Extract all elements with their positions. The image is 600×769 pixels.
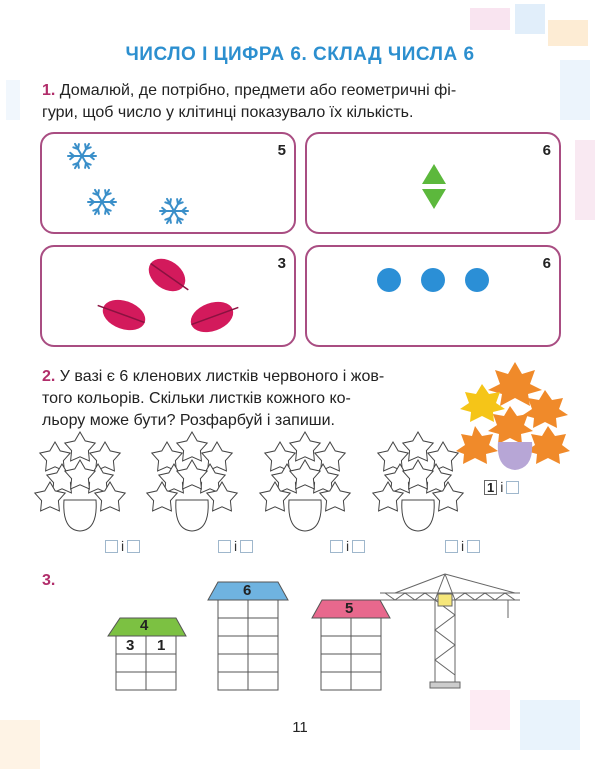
- separator: і: [121, 538, 125, 554]
- separator: і: [461, 538, 465, 554]
- example-value: 1: [484, 480, 497, 495]
- count-label: 6: [542, 255, 551, 272]
- task1-number: 1.: [42, 82, 56, 99]
- separator: і: [346, 538, 350, 554]
- count-label: 6: [542, 142, 551, 159]
- task2-line1: У вазі є 6 кленових листків червоного і жов-: [55, 368, 385, 385]
- crane-cab: [438, 594, 452, 606]
- page-title: ЧИСЛО І ЦИФРА 6. СКЛАД ЧИСЛА 6: [125, 44, 475, 65]
- task2-line2: того кольорів. Скільки листків кожного ко-: [42, 390, 351, 407]
- task1-line2: гури, щоб число у клітинці показувало їх кількість.: [42, 104, 414, 121]
- house3-roof-number: 5: [345, 600, 354, 617]
- task2-number: 2.: [42, 368, 56, 385]
- crane-icon: [380, 574, 520, 688]
- count-label: 3: [277, 255, 286, 272]
- house1-cell-right: 1: [157, 637, 166, 654]
- separator: і: [500, 479, 504, 495]
- house2-roof-number: 6: [243, 582, 252, 599]
- separator: і: [234, 538, 238, 554]
- task2-line3: льору може бути? Розфарбуй і запиши.: [42, 412, 335, 429]
- house1-cell-left: 3: [126, 637, 135, 654]
- task1-line1: Домалюй, де потрібно, предмети або геометричні фі-: [55, 82, 457, 99]
- count-label: 5: [277, 142, 286, 159]
- task3-number: 3.: [42, 572, 56, 589]
- page-number: 11: [292, 719, 308, 736]
- house1-roof-number: 4: [140, 617, 149, 634]
